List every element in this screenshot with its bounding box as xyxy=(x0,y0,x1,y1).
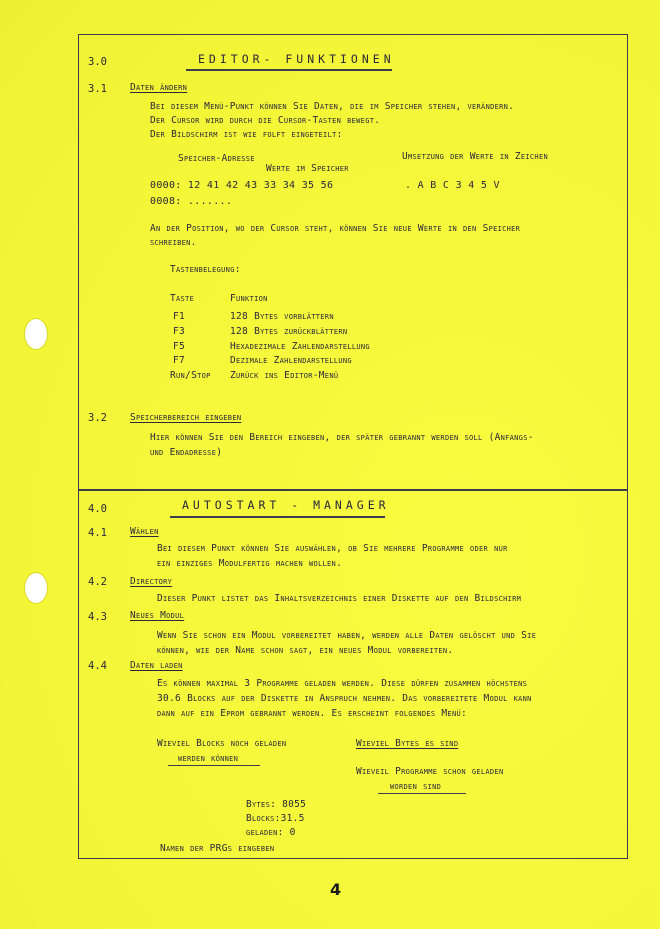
section-title: AUTOSTART - MANAGER xyxy=(182,498,390,512)
subsection-heading: Wählen xyxy=(130,526,159,537)
paragraph-line: Bei diesem Punkt können Sie auswählen, ob Sie mehrere Programme oder nur xyxy=(157,543,508,554)
subsection-number: 4.4 xyxy=(88,660,107,672)
paragraph-line: 30.6 Blocks auf der Diskette in Anspruch nehmen. Das vorbereitete Modul kann xyxy=(157,693,532,704)
key-name: F1 xyxy=(173,311,186,322)
label-umsetzung: Umsetzung der Werte in Zeichen xyxy=(402,151,548,162)
label-bytes: Wieviel Bytes es sind xyxy=(356,738,459,749)
key-function: 128 Bytes vorblättern xyxy=(230,311,334,322)
col-header-taste: Taste xyxy=(170,293,195,304)
paragraph-line: An der Position, wo der Cursor steht, können Sie neue Werte in den Speicher xyxy=(150,223,521,234)
label-blocks: Wieviel Blocks noch geladen xyxy=(157,738,287,749)
paragraph-line: ein einziges Modulfertig machen wollen. xyxy=(157,558,343,569)
value-blocks: Blocks:31.5 xyxy=(246,813,305,824)
punch-hole xyxy=(24,318,48,350)
key-name: Run/Stop xyxy=(170,370,211,381)
key-table-caption: Tastenbelegung: xyxy=(170,264,241,275)
paragraph-line: Bei diesem Menü-Punkt können Sie Daten, die im Speicher stehen, verändern. xyxy=(150,101,515,112)
label-blocks: werden können xyxy=(178,753,239,764)
section-title: EDITOR- FUNKTIONEN xyxy=(198,52,395,66)
label-programme: Wieveil Programme schon geladen xyxy=(356,766,504,777)
label-programme: worden sind xyxy=(390,781,442,792)
label-speicher-adresse: Speicher-Adresse xyxy=(178,153,255,164)
subsection-heading: Speicherbereich eingeben xyxy=(130,412,242,423)
paragraph-line: Dieser Punkt listet das Inhaltsverzeichnis einer Diskette auf den Bildschirm xyxy=(157,593,522,604)
key-name: F3 xyxy=(173,326,186,337)
paragraph-line: können, wie der Name schon sagt, ein neues Modul vorbereiten. xyxy=(157,645,454,656)
title-underline xyxy=(186,69,392,71)
page-number: 4 xyxy=(330,880,342,899)
paragraph-line: Es können maximal 3 Programme geladen werden. Diese dürfen zusammen höchstens xyxy=(157,678,528,689)
paragraph-line: Der Cursor wird durch die Cursor-Tasten bewegt. xyxy=(150,115,381,126)
subsection-heading: Neues Modul xyxy=(130,610,185,621)
subsection-number: 3.2 xyxy=(88,412,107,424)
subsection-number: 4.1 xyxy=(88,527,107,539)
paragraph-line: dann auf ein Eprom gebrannt werden. Es erscheint folgendes Menü: xyxy=(157,708,467,719)
key-function: 128 Bytes zurückblättern xyxy=(230,326,348,337)
memory-line: 0008: ....... xyxy=(150,196,233,207)
subsection-heading: Daten laden xyxy=(130,660,183,671)
punch-hole xyxy=(24,572,48,604)
paragraph-line: und Endadresse) xyxy=(150,447,223,458)
label-underline xyxy=(378,793,466,794)
paragraph-line: schreiben. xyxy=(150,237,197,248)
subsection-heading: Daten ändern xyxy=(130,82,188,93)
col-header-funktion: Funktion xyxy=(230,293,268,304)
label-werte: Werte im Speicher xyxy=(266,163,349,174)
paragraph-line: Wenn Sie schon ein Modul vorbereitet haben, werden alle Daten gelöscht und Sie xyxy=(157,630,537,641)
subsection-heading: Directory xyxy=(130,576,173,587)
key-name: F7 xyxy=(173,355,186,366)
paragraph-line: Der Bildschirm ist wie folft eingeteilt: xyxy=(150,129,343,140)
memory-line: 0000: 12 41 42 43 33 34 35 56 xyxy=(150,180,334,191)
value-bytes: Bytes: 8055 xyxy=(246,799,307,810)
label-underline xyxy=(168,765,260,766)
subsection-number: 4.2 xyxy=(88,576,107,588)
section-number: 3.0 xyxy=(88,56,107,68)
title-underline xyxy=(170,516,385,518)
key-function: Zurück ins Editor-Menü xyxy=(230,370,339,381)
value-geladen: geladen: 0 xyxy=(246,827,296,838)
prompt-namen: Namen der PRGs eingeben xyxy=(160,843,275,854)
paragraph-line: Hier können Sie den Bereich eingeben, der später gebrannt werden soll (Anfangs- xyxy=(150,432,534,443)
memory-chars: . A B C 3 4 5 V xyxy=(405,180,500,191)
key-function: Hexadezimale Zahlendarstellung xyxy=(230,341,370,352)
section-number: 4.0 xyxy=(88,503,107,515)
key-function: Dezimale Zahlendarstellung xyxy=(230,355,352,366)
subsection-number: 3.1 xyxy=(88,83,107,95)
subsection-number: 4.3 xyxy=(88,611,107,623)
key-name: F5 xyxy=(173,341,186,352)
